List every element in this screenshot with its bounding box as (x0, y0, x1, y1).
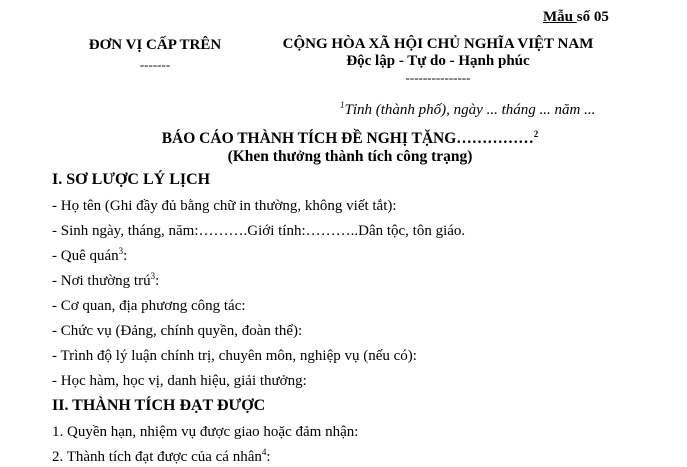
field-birth-gender-ethnicity: - Sinh ngày, tháng, năm:……….Giới tính:………..Dân tộc, tôn giáo. (52, 223, 466, 239)
field-full-name: - Họ tên (Ghi đầy đủ bằng chữ in thường, không viết tắt): (52, 198, 397, 214)
field-achievements-label: 2. Thành tích đạt được của cá nhân (52, 449, 262, 465)
field-residence-footnote: 3 (150, 271, 156, 281)
place-date-text: Tỉnh (thành phố), ngày ... tháng ... năm ... (344, 102, 596, 118)
field-residence: - Nơi thường trú$^3$: (52, 271, 160, 289)
report-title-text: BÁO CÁO THÀNH TÍCH ĐỀ NGHỊ TẶNG…………… (161, 130, 534, 147)
report-title-footnote: 2 (533, 128, 539, 139)
field-residence-label: - Nơi thường trú (52, 273, 151, 289)
section2-heading: II. THÀNH TÍCH ĐẠT ĐƯỢC (52, 397, 266, 414)
field-hometown: - Quê quán$^3$: (52, 246, 128, 264)
place-date-line (340, 102, 595, 119)
field-academic-titles: - Học hàm, học vị, danh hiệu, giải thưởng: (52, 373, 307, 389)
national-motto: Độc lập - Tự do - Hạnh phúc (346, 53, 530, 69)
form-number-prefix: Mẫu (543, 9, 577, 25)
form-number (543, 9, 609, 26)
nation-name: CỘNG HÒA XÃ HỘI CHỦ NGHĨA VIỆT NAM (282, 36, 594, 52)
form-number-value: số 05 (576, 9, 609, 25)
field-achievements: 2. Thành tích đạt được của cá nhân$^4$: (52, 447, 271, 465)
section1-heading: I. SƠ LƯỢC LÝ LỊCH (52, 171, 211, 188)
report-title (80, 130, 620, 148)
place-date-footnote: 1 (340, 100, 345, 110)
report-subtitle: (Khen thưởng thành tích công trạng) (227, 148, 473, 165)
field-hometown-footnote: 3 (118, 246, 124, 256)
field-duties: 1. Quyền hạn, nhiệm vụ được giao hoặc đảm nhận: (52, 424, 359, 440)
motto-divider: --------------- (405, 70, 471, 85)
field-position: - Chức vụ (Đảng, chính quyền, đoàn thể): (52, 323, 303, 339)
agency-name: ĐƠN VỊ CẤP TRÊN (88, 37, 222, 53)
agency-divider: ------- (139, 57, 171, 72)
field-hometown-label: - Quê quán (52, 248, 119, 264)
field-workplace: - Cơ quan, địa phương công tác: (52, 298, 246, 314)
field-qualification: - Trình độ lý luận chính trị, chuyên môn, nghiệp vụ (nếu có): (52, 348, 417, 364)
field-achievements-footnote: 4 (261, 447, 267, 457)
